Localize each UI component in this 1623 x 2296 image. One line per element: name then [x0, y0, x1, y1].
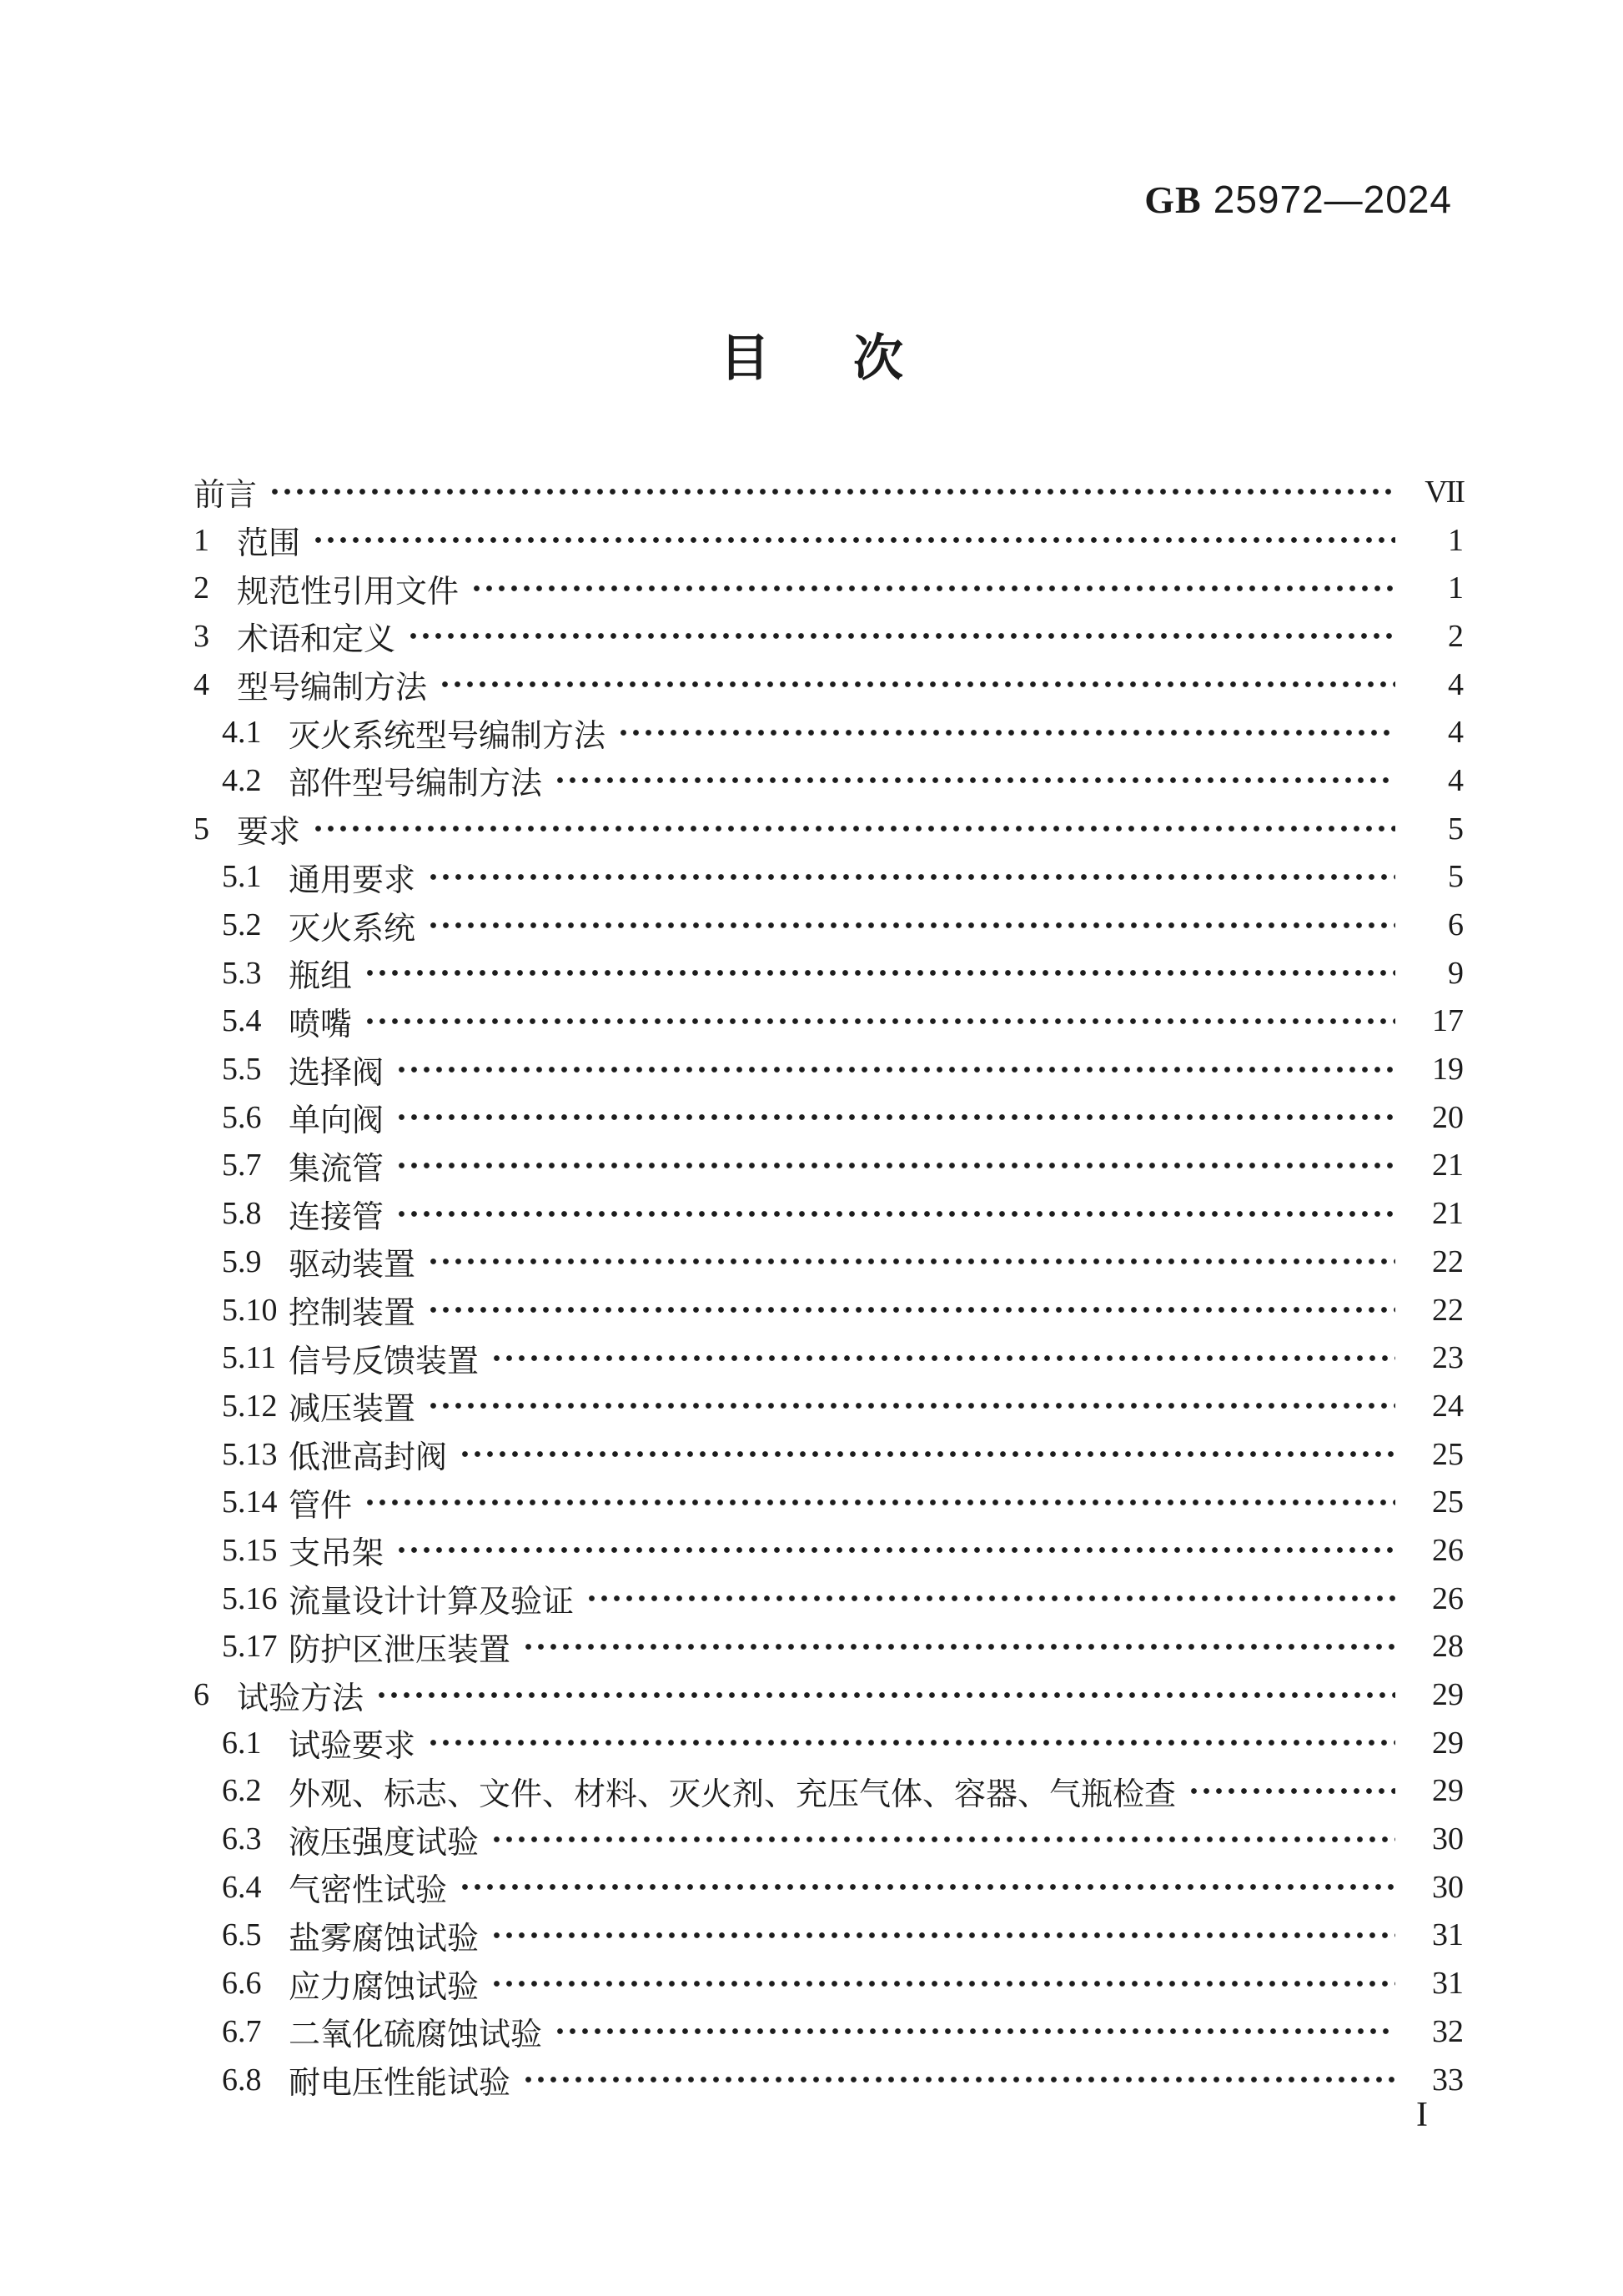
toc-leader-dots	[522, 1623, 1395, 1671]
toc-entry-page: 24	[1432, 1388, 1464, 1424]
toc-leader-dots	[470, 564, 1395, 612]
toc-entry-number: 5.3	[222, 955, 262, 991]
toc-entry-page: 9	[1448, 955, 1464, 991]
toc-leader-dots	[395, 1189, 1395, 1238]
toc-entry-page: 29	[1432, 1773, 1464, 1809]
toc-leader-dots	[375, 1671, 1395, 1719]
toc-entry-number: 6.6	[222, 1966, 262, 2002]
standard-code-org: GB	[1144, 178, 1202, 221]
toc	[193, 468, 1464, 2103]
toc-entry-page: 21	[1432, 1196, 1464, 1232]
toc-leader-dots	[459, 1863, 1395, 1912]
toc-entry	[193, 901, 1464, 949]
toc-leader-dots	[269, 468, 1395, 516]
toc-entry	[193, 949, 1464, 997]
toc-entry-page: 26	[1432, 1580, 1464, 1616]
toc-entry	[193, 661, 1464, 709]
toc-leader-dots	[312, 516, 1395, 565]
toc-entry-page: 1	[1448, 522, 1464, 558]
toc-entry	[193, 1334, 1464, 1382]
toc-entry	[193, 2007, 1464, 2056]
toc-entry-label: 通用要求	[289, 862, 416, 898]
toc-entry-number: 5.17	[222, 1629, 278, 1665]
toc-entry	[193, 1382, 1464, 1430]
toc-entry-page: 20	[1432, 1099, 1464, 1135]
toc-entry-page: 4	[1448, 762, 1464, 798]
toc-entry-label: 选择阀	[289, 1055, 384, 1091]
toc-leader-dots	[395, 1045, 1395, 1093]
toc-entry	[193, 1430, 1464, 1479]
toc-entry-page: 23	[1432, 1340, 1464, 1376]
toc-leader-dots	[585, 1575, 1395, 1623]
toc-entry-number: 5.13	[222, 1436, 278, 1472]
toc-entry-number: 5.2	[222, 907, 262, 943]
toc-entry	[193, 1959, 1464, 2007]
toc-entry	[193, 756, 1464, 805]
toc-entry-page: 30	[1432, 1821, 1464, 1857]
toc-entry-page: 31	[1432, 1917, 1464, 1953]
toc-entry-page: 5	[1448, 811, 1464, 847]
toc-entry-page: 26	[1432, 1532, 1464, 1568]
toc-entry-number: 4.2	[222, 762, 262, 798]
toc-entry-label: 范围	[237, 526, 301, 562]
toc-entry-label: 低泄高封阀	[289, 1440, 448, 1476]
toc-entry-page: 30	[1432, 1869, 1464, 1905]
toc-entry-number: 5.9	[222, 1243, 262, 1279]
toc-entry	[193, 805, 1464, 853]
toc-entry-label: 驱动装置	[289, 1248, 416, 1284]
toc-entry	[193, 564, 1464, 612]
toc-entry-number: 5	[193, 811, 209, 847]
toc-leader-dots	[427, 1382, 1395, 1430]
toc-leader-dots	[490, 1912, 1395, 1960]
toc-entry-label: 减压装置	[289, 1392, 416, 1428]
toc-entry-label: 信号反馈装置	[289, 1344, 480, 1379]
toc-leader-dots	[427, 853, 1395, 902]
toc-entry	[193, 1671, 1464, 1719]
toc-leader-dots	[1188, 1767, 1395, 1816]
toc-entry	[193, 997, 1464, 1046]
toc-entry-label: 型号编制方法	[237, 671, 428, 706]
toc-entry-label: 防护区泄压装置	[289, 1632, 511, 1668]
toc-entry-number: 4.1	[222, 715, 262, 751]
toc-entry-label: 试验方法	[237, 1681, 364, 1716]
toc-leader-dots	[364, 949, 1395, 997]
toc-entry-number: 5.15	[222, 1532, 278, 1568]
toc-entry-label: 试验要求	[289, 1729, 416, 1765]
toc-entry-number: 5.10	[222, 1292, 278, 1328]
toc-entry-number: 6.1	[222, 1725, 262, 1761]
toc-entry-number: 5.7	[222, 1148, 262, 1183]
toc-entry-number: 6.8	[222, 2062, 262, 2098]
toc-entry-number: 2	[193, 570, 209, 606]
toc-leader-dots	[522, 2056, 1395, 2104]
toc-leader-dots	[395, 1526, 1395, 1575]
toc-entry-page: 1	[1448, 570, 1464, 606]
toc-entry-page: 33	[1432, 2062, 1464, 2098]
toc-entry-page: 29	[1432, 1677, 1464, 1713]
toc-entry-label: 喷嘴	[289, 1007, 353, 1042]
toc-entry-label: 要求	[237, 815, 301, 851]
toc-entry-number: 5.12	[222, 1388, 278, 1424]
toc-entry-page: 31	[1432, 1966, 1464, 2002]
toc-entry-page: 21	[1432, 1148, 1464, 1183]
toc-leader-dots	[439, 661, 1395, 709]
toc-leader-dots	[427, 1286, 1395, 1334]
toc-entry-page: 4	[1448, 715, 1464, 751]
toc-entry-label: 规范性引用文件	[237, 574, 460, 610]
toc-entry-number: 4	[193, 666, 209, 702]
toc-entry	[193, 516, 1464, 565]
toc-entry-label: 液压强度试验	[289, 1825, 480, 1861]
toc-entry-label: 控制装置	[289, 1296, 416, 1332]
toc-entry-number: 6.4	[222, 1869, 262, 1905]
standard-code-number: 25972—2024	[1213, 178, 1452, 221]
toc-leader-dots	[395, 1093, 1395, 1142]
toc-entry-label: 连接管	[289, 1199, 384, 1235]
folio-page-number: I	[1416, 2096, 1428, 2134]
toc-entry-label: 二氧化硫腐蚀试验	[289, 2017, 543, 2053]
toc-entry-number: 5.6	[222, 1099, 262, 1135]
toc-entry-label: 管件	[289, 1488, 353, 1524]
toc-entry-label: 盐雾腐蚀试验	[289, 1921, 480, 1957]
toc-entry	[193, 468, 1464, 516]
toc-leader-dots	[395, 1142, 1395, 1190]
toc-entry	[193, 1719, 1464, 1767]
standard-code	[1144, 177, 1452, 222]
toc-entry	[193, 1815, 1464, 1863]
page-title: 目 次	[720, 330, 920, 386]
toc-entry-label: 单向阀	[289, 1103, 384, 1139]
toc-entry-page: 22	[1432, 1292, 1464, 1328]
toc-entry-page: 25	[1432, 1485, 1464, 1520]
toc-entry-number: 6.3	[222, 1821, 262, 1857]
toc-entry-page: 4	[1448, 666, 1464, 702]
toc-entry-page: 28	[1432, 1629, 1464, 1665]
toc-entry-number: 5.16	[222, 1580, 278, 1616]
toc-leader-dots	[459, 1430, 1395, 1479]
toc-entry-number: 5.11	[222, 1340, 277, 1376]
toc-entry-number: 5.4	[222, 1003, 262, 1039]
toc-entry	[193, 708, 1464, 756]
toc-entry	[193, 1142, 1464, 1190]
toc-entry-label: 术语和定义	[237, 622, 396, 658]
toc-leader-dots	[490, 1334, 1395, 1382]
toc-entry-number: 5.5	[222, 1052, 262, 1088]
toc-entry	[193, 1478, 1464, 1526]
toc-entry	[193, 2056, 1464, 2104]
toc-leader-dots	[427, 1238, 1395, 1286]
toc-entry-label: 气密性试验	[289, 1873, 448, 1909]
toc-entry-label: 外观、标志、文件、材料、灭火剂、充压气体、容器、气瓶检查	[289, 1776, 1177, 1812]
toc-entry-label: 灭火系统型号编制方法	[289, 718, 606, 754]
toc-entry-label: 集流管	[289, 1151, 384, 1187]
toc-entry-number: 3	[193, 618, 209, 654]
toc-leader-dots	[554, 756, 1395, 805]
toc-entry-label: 部件型号编制方法	[289, 766, 543, 802]
toc-entry-number: 5.1	[222, 859, 262, 895]
toc-entry-label: 灭火系统	[289, 911, 416, 947]
toc-entry	[193, 1912, 1464, 1960]
toc-leader-dots	[364, 1478, 1395, 1526]
toc-entry-label: 瓶组	[289, 959, 353, 995]
toc-entry-page: 32	[1432, 2013, 1464, 2049]
toc-entry-page: 22	[1432, 1243, 1464, 1279]
toc-entry-label: 前言	[193, 478, 258, 514]
toc-entry	[193, 1863, 1464, 1912]
toc-entry	[193, 1189, 1464, 1238]
toc-entry-number: 5.14	[222, 1485, 278, 1520]
toc-entry-label: 支吊架	[289, 1536, 384, 1572]
toc-entry	[193, 1767, 1464, 1816]
toc-leader-dots	[364, 997, 1395, 1046]
toc-entry-number: 6.7	[222, 2013, 262, 2049]
toc-entry-page: 25	[1432, 1436, 1464, 1472]
toc-entry	[193, 1045, 1464, 1093]
toc-leader-dots	[312, 805, 1395, 853]
toc-entry-number: 6	[193, 1677, 209, 1713]
toc-leader-dots	[554, 2007, 1395, 2056]
toc-entry	[193, 612, 1464, 661]
toc-entry-page: 5	[1448, 859, 1464, 895]
toc-entry-page: 19	[1432, 1052, 1464, 1088]
toc-entry-label: 应力腐蚀试验	[289, 1969, 480, 2005]
toc-entry-page: VII	[1425, 474, 1464, 510]
toc-leader-dots	[407, 612, 1395, 661]
toc-entry-label: 耐电压性能试验	[289, 2066, 511, 2102]
toc-entry-number: 5.8	[222, 1196, 262, 1232]
toc-entry	[193, 1093, 1464, 1142]
toc-entry	[193, 1526, 1464, 1575]
toc-entry-page: 2	[1448, 618, 1464, 654]
toc-entry-number: 6.2	[222, 1773, 262, 1809]
toc-entry-number: 6.5	[222, 1917, 262, 1953]
toc-leader-dots	[490, 1959, 1395, 2007]
toc-entry	[193, 1286, 1464, 1334]
toc-leader-dots	[427, 901, 1395, 949]
toc-leader-dots	[427, 1719, 1395, 1767]
toc-leader-dots	[617, 708, 1395, 756]
toc-leader-dots	[490, 1815, 1395, 1863]
toc-entry-page: 17	[1432, 1003, 1464, 1039]
toc-entry	[193, 1238, 1464, 1286]
toc-entry-page: 6	[1448, 907, 1464, 943]
toc-entry-number: 1	[193, 522, 209, 558]
toc-entry-page: 29	[1432, 1725, 1464, 1761]
toc-entry	[193, 1575, 1464, 1623]
toc-entry	[193, 853, 1464, 902]
toc-entry-label: 流量设计计算及验证	[289, 1585, 575, 1620]
toc-entry	[193, 1623, 1464, 1671]
